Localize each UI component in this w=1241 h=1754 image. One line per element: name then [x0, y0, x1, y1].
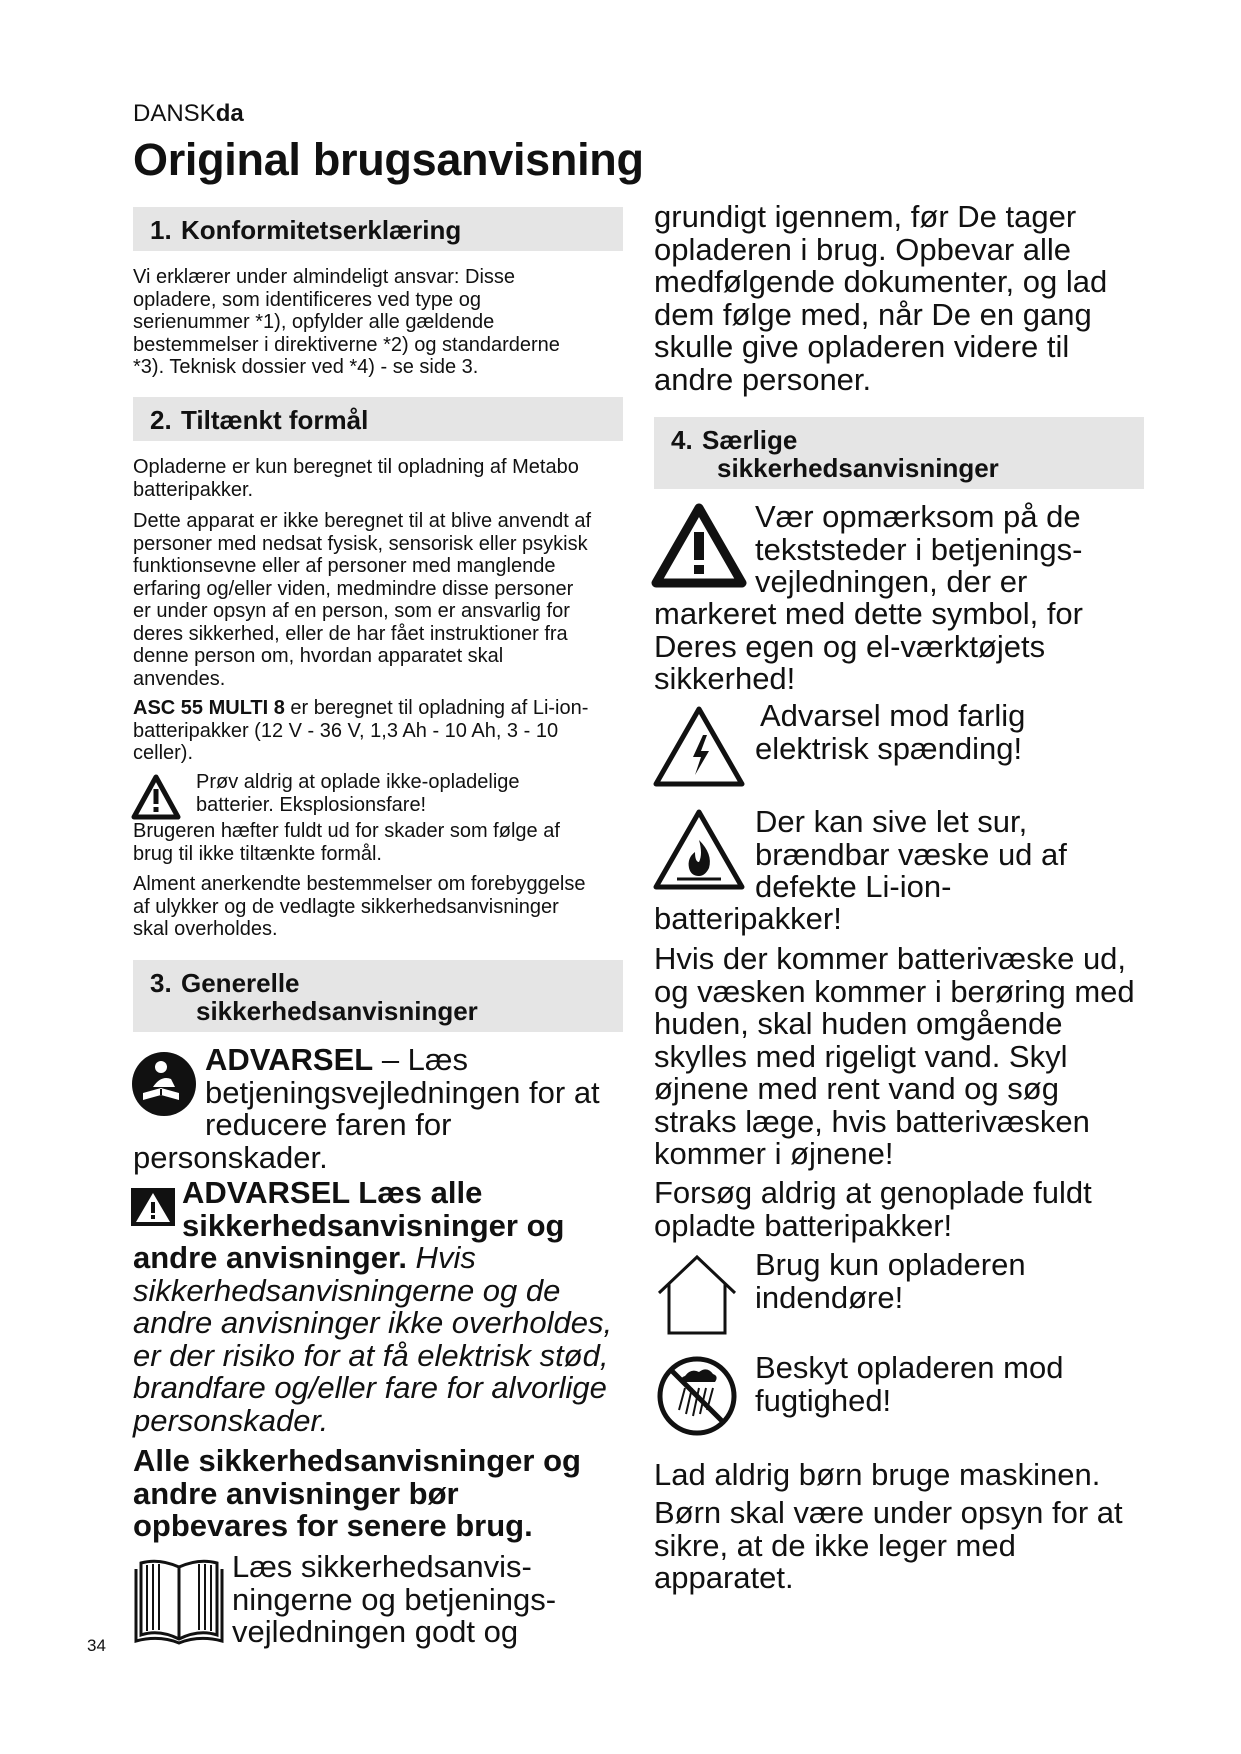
- section-3-title: Generelle: [181, 968, 300, 998]
- section-4-title: Særlige: [702, 425, 798, 455]
- page-title: Original brugsanvisning: [133, 134, 644, 185]
- text-line: vejledningen, der er: [755, 564, 1028, 599]
- page-number: 34: [87, 1636, 106, 1655]
- text-line: sikre, at de ikke leger med: [654, 1527, 1016, 1563]
- text-line: celler).: [133, 742, 194, 764]
- text-line: denne person om, hvordan apparatet skal: [133, 645, 504, 667]
- text-line: øjnene med rent vand og søg: [654, 1071, 1059, 1106]
- section-1-title: Konformitetserklæring: [181, 215, 462, 245]
- read-carefully-continuation: [654, 201, 1107, 396]
- text-line: [133, 697, 588, 720]
- text-line: Prøv aldrig at oplade ikke-opladelige: [196, 771, 520, 793]
- text-line: batteripakker (12 V - 36 V, 1,3 Ah - 10 Ah, 3 - 10: [133, 719, 559, 742]
- text-line: Læs sikkerhedsanvis-: [232, 1549, 532, 1584]
- text-line: Alle sikkerhedsanvisninger og: [133, 1443, 581, 1478]
- text-line: huden, skal huden omgående: [654, 1006, 1063, 1041]
- text-line: funktionsevne eller af personer med manglende: [133, 555, 556, 577]
- language-label: [133, 100, 244, 128]
- text-line: ADVARSEL Læs alle: [182, 1175, 483, 1210]
- text-line: andre anvisninger ikke overholdes,: [133, 1305, 613, 1340]
- conformity-text: [133, 266, 560, 379]
- text-line: personer med nedsat fysisk, sensorisk eller psykisk: [133, 532, 588, 555]
- section-2-heading: [133, 397, 623, 441]
- text-line: batteripakker!: [654, 901, 842, 936]
- battery-fluid-text: [654, 943, 1135, 1171]
- electric-hazard-icon: [651, 703, 747, 789]
- section-3-number: 3.: [150, 968, 172, 998]
- no-moisture-icon: [655, 1354, 739, 1438]
- text-line: elektrisk spænding!: [755, 731, 1023, 766]
- text-line: Børn skal være under opsyn for at: [654, 1495, 1123, 1530]
- text-line: Vær opmærksom på de: [755, 499, 1081, 534]
- text-span: andre anvisninger.: [133, 1240, 407, 1275]
- text-line: er under opsyn af en person, som er ansvarlig for: [133, 600, 570, 622]
- text-line: personskader.: [133, 1402, 329, 1438]
- text-line: opbevares for senere brug.: [133, 1508, 533, 1543]
- language-name: DANSK: [133, 100, 216, 127]
- text-line: *3). Teknisk dossier ved *4) - se side 3.: [133, 356, 479, 378]
- text-line: markeret med dette symbol, for: [654, 596, 1083, 631]
- text-line: skylles med rigeligt vand. Skyl: [654, 1038, 1068, 1074]
- text-line: indendøre!: [755, 1279, 904, 1315]
- text-line: af ulykker og de vedlagte sikkerhedsanvisninger: [133, 895, 559, 918]
- text-line: ningerne og betjenings-: [232, 1581, 557, 1617]
- warning-box-icon: [131, 1188, 175, 1226]
- text-line: Opladerne er kun beregnet til opladning af Metabo: [133, 456, 579, 478]
- section-3-title: sikkerhedsanvisninger: [196, 996, 478, 1026]
- text-line: andre personer.: [654, 361, 872, 397]
- warning-label: ADVARSEL: [205, 1042, 374, 1077]
- purpose-paragraph-2: [133, 510, 591, 690]
- fire-hazard-icon: [651, 806, 747, 892]
- text-line: erfaring og/eller viden, medmindre disse personer: [133, 577, 574, 600]
- attention-text: [755, 501, 1082, 599]
- moisture-protection-text: [755, 1352, 1063, 1417]
- text-line: Hvis der kommer batterivæske ud,: [654, 941, 1127, 976]
- house-indoor-icon: [655, 1253, 739, 1337]
- text-line: straks læge, hvis batterivæsken: [654, 1103, 1090, 1139]
- open-book-icon: [133, 1555, 225, 1645]
- text-line: opladere, som identificeres ved type og: [133, 288, 481, 311]
- text-line: vejledningen godt og: [232, 1614, 519, 1649]
- children-warning: Lad aldrig børn bruge maskinen.: [654, 1457, 1101, 1492]
- text-line: Advarsel mod farlig: [760, 698, 1026, 733]
- text-line: defekte Li-ion-: [755, 869, 952, 904]
- text-line: bestemmelser i direktiverne *2) og standarderne: [133, 333, 560, 356]
- text-line: Brug kun opladeren: [755, 1247, 1026, 1282]
- text-line: personskader.: [133, 1140, 328, 1175]
- keep-instructions-text: [133, 1445, 581, 1543]
- indoor-use-text: [755, 1249, 1026, 1314]
- text-line: fugtighed!: [755, 1382, 892, 1418]
- text-line: sikkerhed!: [654, 661, 796, 696]
- text-line: Vi erklærer under almindeligt ansvar: Disse: [133, 266, 516, 288]
- section-1-number: 1.: [150, 215, 172, 245]
- text-line: batterier. Eksplosionsfare!: [196, 793, 427, 816]
- text-line: sikkerhedsanvisningerne og de: [133, 1272, 561, 1308]
- section-4-heading: [654, 417, 1144, 489]
- text-line: brug til ikke tiltænkte formål.: [133, 842, 382, 865]
- text-span: – Læs: [373, 1042, 468, 1077]
- text-line: Dette apparat er ikke beregnet til at blive anvendt af: [133, 510, 592, 532]
- section-1-heading: [133, 207, 623, 251]
- text-line: dem følge med, når De en gang: [654, 296, 1092, 332]
- section-4-title: sikkerhedsanvisninger: [717, 453, 999, 483]
- text-span: Hvis: [406, 1240, 476, 1275]
- text-line: skal overholdes.: [133, 918, 278, 940]
- warning-triangle-icon: [131, 774, 181, 820]
- purpose-paragraph-4: [133, 820, 560, 865]
- text-line: anvendes.: [133, 667, 226, 690]
- text-line: opladte batteripakker!: [654, 1207, 953, 1243]
- children-supervision-text: [654, 1497, 1123, 1595]
- text-line: Alment anerkendte bestemmelser om forebyggelse: [133, 873, 586, 895]
- language-code: da: [215, 100, 244, 127]
- text-line: brandfare og/eller fare for alvorlige: [133, 1370, 607, 1405]
- text-span: er beregnet til opladning af Li-ion-: [284, 697, 589, 719]
- text-line: opladeren i brug. Opbevar alle: [654, 231, 1072, 267]
- text-line: Deres egen og el-værktøjets: [654, 628, 1046, 664]
- text-line: Brugeren hæfter fuldt ud for skader som følge af: [133, 820, 560, 842]
- text-line: batteripakker.: [133, 478, 254, 501]
- text-line: [133, 1242, 612, 1275]
- text-line: apparatet.: [654, 1560, 794, 1595]
- section-3-heading: [133, 960, 623, 1032]
- warning-read-manual: [205, 1044, 600, 1142]
- warning-read-all-heading: [182, 1177, 564, 1242]
- text-line: skulle give opladeren videre til: [654, 329, 1070, 364]
- text-line: andre anvisninger bør: [133, 1475, 459, 1511]
- section-4-number: 4.: [671, 425, 693, 455]
- no-recharge-full-text: [654, 1177, 1092, 1242]
- purpose-paragraph-3: [133, 697, 588, 765]
- warning-no-recharge-text: [196, 771, 520, 816]
- attention-text-cont: [654, 598, 1083, 696]
- text-line: tekststeder i betjenings-: [755, 531, 1083, 567]
- text-line: grundigt igennem, før De tager: [654, 199, 1077, 234]
- section-2-number: 2.: [150, 405, 172, 435]
- read-carefully-text: [232, 1551, 556, 1649]
- text-line: serienummer *1), opfylder alle gældende: [133, 311, 495, 333]
- model-name: ASC 55 MULTI 8: [133, 697, 285, 719]
- text-line: medfølgende dokumenter, og lad: [654, 264, 1108, 299]
- section-2-title: Tiltænkt formål: [181, 405, 369, 435]
- purpose-paragraph-5: [133, 873, 585, 941]
- text-line: sikkerhedsanvisninger og: [182, 1207, 565, 1243]
- warning-read-all-text: [133, 1242, 612, 1437]
- text-line: kommer i øjnene!: [654, 1136, 894, 1171]
- fire-warning-text: [755, 806, 1067, 904]
- text-line: betjeningsvejledningen for at: [205, 1074, 600, 1110]
- text-line: deres sikkerhed, eller de har fået instruktioner fra: [133, 622, 568, 645]
- text-line: [205, 1044, 600, 1077]
- text-line: er der risiko for at få elektrisk stød,: [133, 1337, 609, 1373]
- text-line: brændbar væske ud af: [755, 836, 1067, 872]
- text-line: og væsken kommer i berøring med: [654, 973, 1135, 1009]
- text-line: Forsøg aldrig at genoplade fuldt: [654, 1175, 1092, 1210]
- read-manual-icon: [131, 1051, 197, 1117]
- purpose-paragraph-1: [133, 456, 579, 501]
- text-line: Beskyt opladeren mod: [755, 1350, 1064, 1385]
- text-line: reducere faren for: [205, 1107, 452, 1142]
- text-line: Der kan sive let sur,: [755, 804, 1028, 839]
- attention-triangle-icon: [651, 502, 747, 588]
